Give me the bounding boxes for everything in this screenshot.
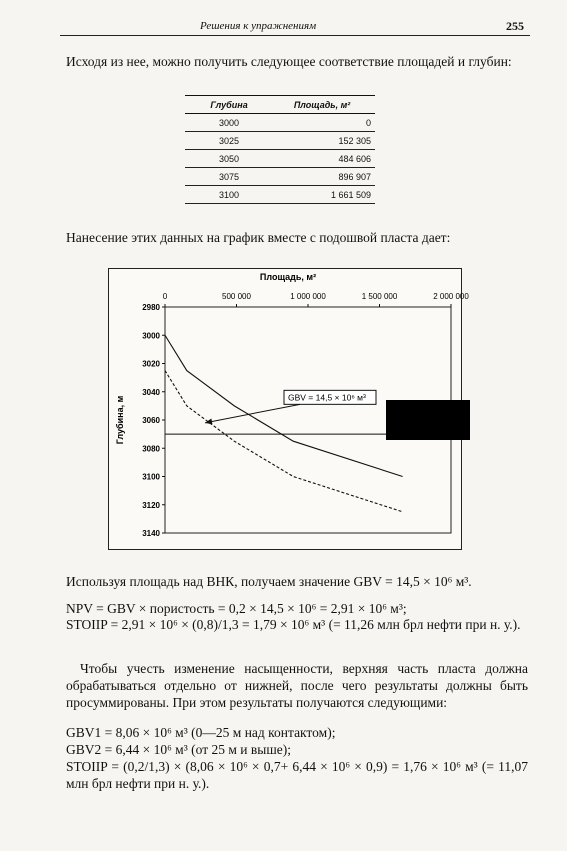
npv-formula: NPV = GBV × пористость = 0,2 × 14,5 × 10⁶ = 2,91 × 10⁶ м³; xyxy=(66,601,407,616)
y-tick-label: 3000 xyxy=(142,331,160,341)
y-tick-label: 2980 xyxy=(142,303,160,312)
table-cell-area: 896 907 xyxy=(338,171,371,182)
y-tick-label: 3100 xyxy=(142,472,160,482)
x-tick-label: 1 500 000 xyxy=(361,292,398,301)
header-rule xyxy=(60,35,530,36)
table-cell-depth: 3050 xyxy=(219,153,240,164)
table-header-depth: Глубина xyxy=(210,99,248,110)
table-cell-area: 1 661 509 xyxy=(330,189,371,200)
table-row xyxy=(185,168,375,186)
x-axis-label: Площадь, м² xyxy=(259,272,317,282)
table-cell-depth: 3075 xyxy=(219,171,240,182)
table-cell-depth: 3025 xyxy=(219,135,240,146)
x-tick-label: 1 000 000 xyxy=(290,292,326,301)
table-row xyxy=(185,132,375,150)
top-reservoir-line xyxy=(165,335,403,476)
y-tick-label: 3080 xyxy=(142,444,160,454)
y-tick-label: 3020 xyxy=(142,359,160,369)
running-header-title: Решения к упражнениям xyxy=(200,20,317,32)
stoiip-formula: STOIIP = 2,91 × 10⁶ × (0,8)/1,3 = 1,79 × 10⁶ м³ (= 11,26 млн брл нефти при н. у.). xyxy=(66,617,521,632)
x-tick-label: 0 xyxy=(162,292,168,301)
gbv-annotation-text: GBV = 14,5 × 10⁶ м³ xyxy=(288,392,366,403)
y-tick-label: 3060 xyxy=(142,416,160,425)
table-cell-area: 0 xyxy=(365,117,371,128)
stoiip-saturation-formula: STOIIP = (0,2/1,3) × (8,06 × 10⁶ × 0,7+ 6,44 × 10⁶ × 0,9) = 1,76 × 10⁶ м³ (= 11,07 млн брл нефти при н. у.). xyxy=(66,759,528,791)
depth-area-table xyxy=(185,95,375,204)
gbv1-formula: GBV1 = 8,06 × 10⁶ м³ (0—25 м над контактом); xyxy=(66,725,336,740)
saturation-paragraph: Чтобы учесть изменение насыщенности, верхняя часть пласта должна обрабатываться отдельно от нижней, после чего результаты должны быть просуммированы. При этом результаты получаются следующими: xyxy=(66,661,528,710)
gbv-annotation-arrow xyxy=(205,404,300,422)
gbv-result-paragraph: Используя площадь над ВНК, получаем значение GBV = 14,5 × 10⁶ м³. xyxy=(66,574,472,589)
table-row xyxy=(185,150,375,168)
redaction-block xyxy=(386,400,470,440)
y-tick-label: 3040 xyxy=(142,387,160,397)
table-cell-area: 484 606 xyxy=(338,153,371,164)
table-header-row xyxy=(185,95,375,114)
intro-paragraph: Исходя из нее, можно получить следующее соответствие площадей и глубин: xyxy=(66,54,512,69)
table-row xyxy=(185,114,375,132)
table-row xyxy=(185,186,375,204)
y-tick-label: 3140 xyxy=(142,529,160,538)
table-cell-depth: 3000 xyxy=(219,117,240,128)
y-axis-label: Глубина, м xyxy=(115,395,125,445)
table-cell-depth: 3100 xyxy=(219,189,240,200)
arrow-head-icon xyxy=(205,419,212,425)
plot-intro-paragraph: Нанесение этих данных на график вместе с подошвой пласта дает: xyxy=(66,230,451,245)
x-tick-label: 500 000 xyxy=(222,292,251,301)
table-cell-area: 152 305 xyxy=(338,135,371,146)
y-tick-label: 3120 xyxy=(142,500,160,510)
x-tick-label: 2 000 000 xyxy=(433,292,469,301)
gbv2-formula: GBV2 = 6,44 × 10⁶ м³ (от 25 м и выше); xyxy=(66,742,291,757)
table-header-area: Площадь, м² xyxy=(293,99,351,110)
page-number: 255 xyxy=(506,19,524,33)
